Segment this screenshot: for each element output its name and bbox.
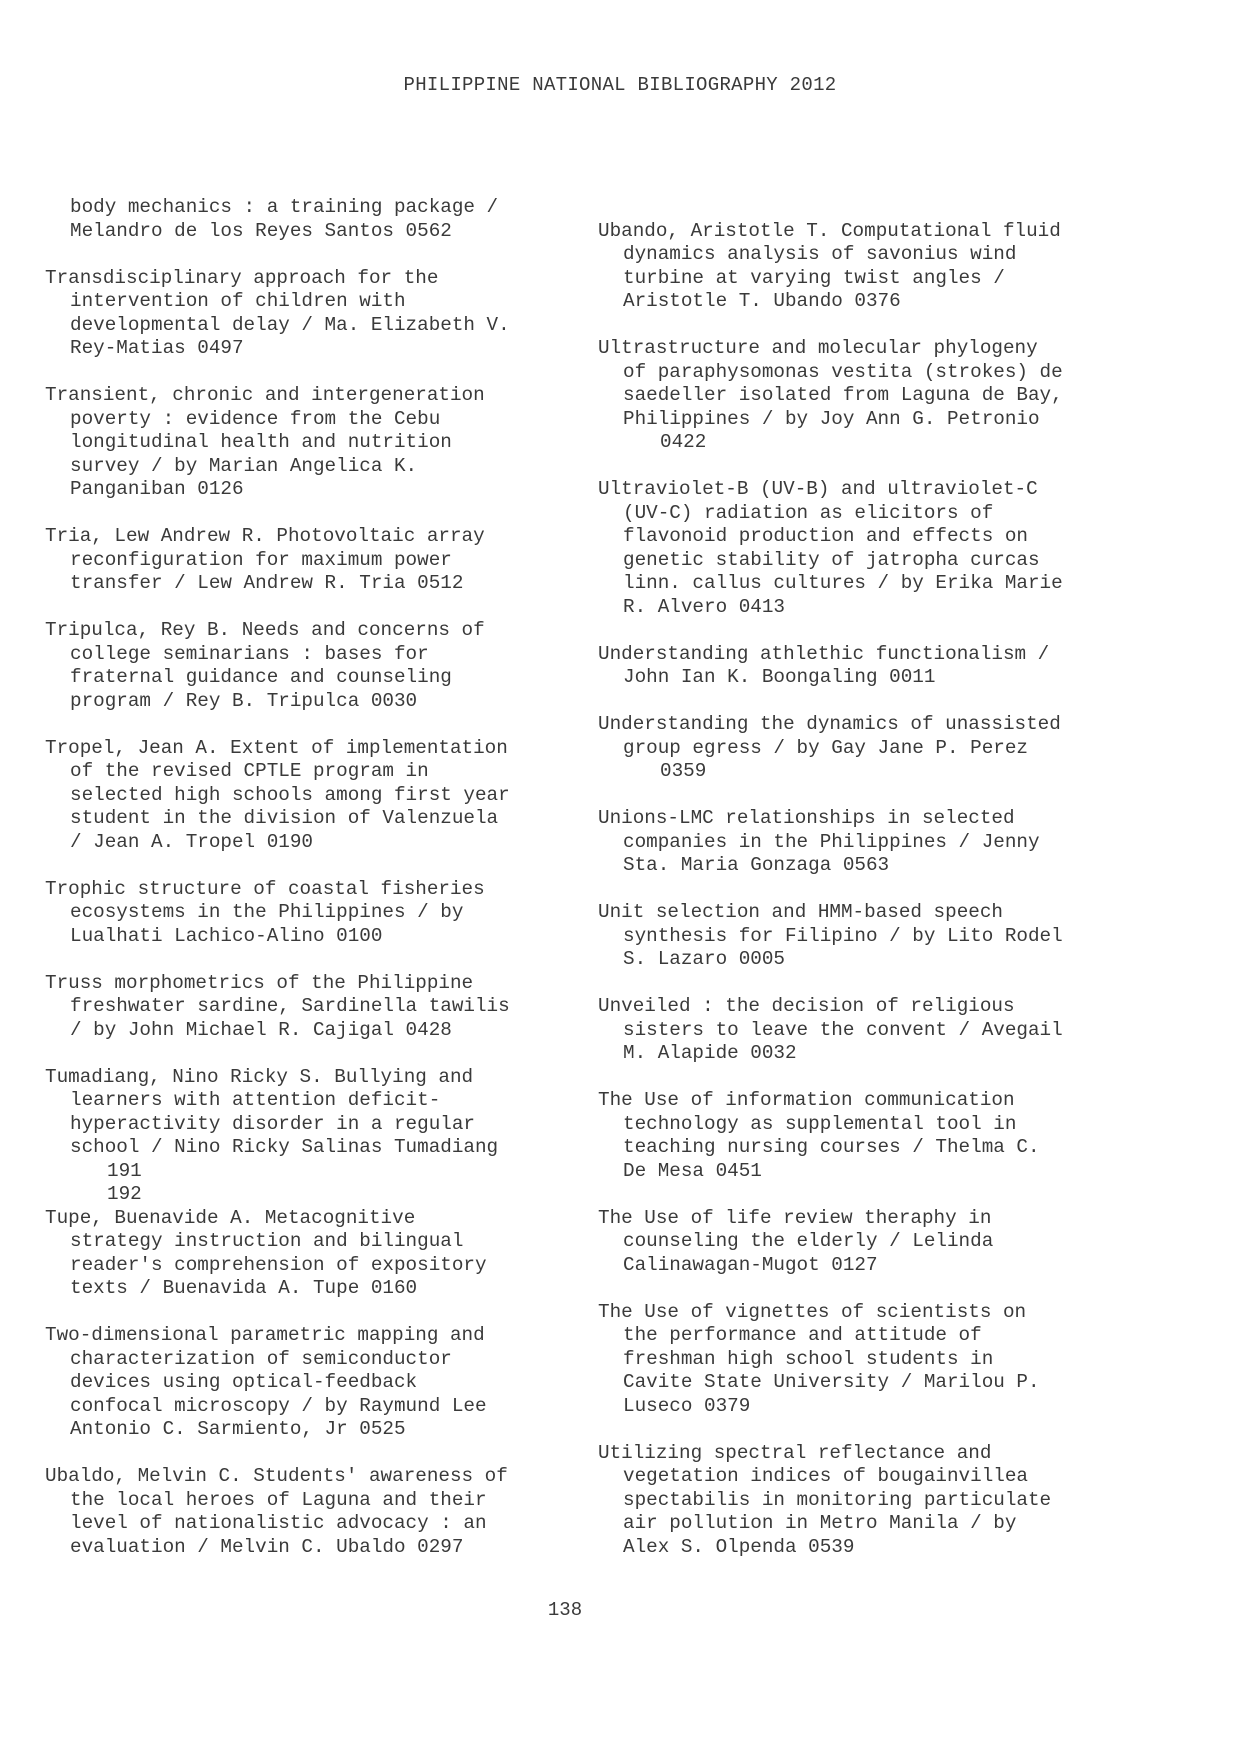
entry-line: texts / Buenavida A. Tupe 0160 [70, 1277, 418, 1299]
entry-heading-line: Ubando, Aristotle T. Computational fluid [598, 219, 1061, 242]
entry-heading-line: Ultraviolet-B (UV-B) and ultraviolet-C [598, 478, 1038, 500]
bibliography-entry [598, 1207, 1158, 1278]
bibliography-entry [45, 1207, 605, 1301]
entry-line: program / Rey B. Tripulca 0030 [70, 689, 418, 712]
entry-heading-line: The Use of life review theraphy in [598, 1206, 992, 1229]
entry-line: linn. callus cultures / by Erika Marie [623, 572, 1063, 594]
entry-line: school / Nino Ricky Salinas Tumadiang [70, 1136, 499, 1158]
entry-line: Panganiban 0126 [70, 478, 244, 500]
entry-line: learners with attention deficit- [70, 1089, 441, 1111]
bibliography-entry [45, 878, 605, 949]
entry-line: devices using optical-feedback [70, 1371, 418, 1393]
entry-line: Aristotle T. Ubando 0376 [623, 290, 901, 312]
entry-heading-line: Trophic structure of coastal fisheries [45, 877, 485, 900]
entry-line: body mechanics : a training package / [70, 196, 499, 218]
entry-number: 192 [107, 1183, 142, 1205]
entry-number: 0422 [660, 431, 707, 453]
entry-line: fraternal guidance and counseling [70, 666, 452, 688]
entry-line: synthesis for Filipino / by Lito Rodel [623, 924, 1063, 947]
entry-line: counseling the elderly / Lelinda [623, 1230, 994, 1252]
entry-line: student in the division of Valenzuela [70, 807, 499, 829]
entry-heading-line: Tria, Lew Andrew R. Photovoltaic array [45, 525, 485, 547]
bibliography-entry [598, 478, 1158, 619]
entry-heading-line: Understanding athlethic functionalism / [598, 642, 1050, 665]
entry-line: technology as supplemental tool in [623, 1112, 1017, 1135]
bibliography-entry [45, 384, 605, 502]
bibliography-entry [598, 995, 1158, 1066]
entry-heading-line: Transient, chronic and intergeneration [45, 384, 485, 406]
entry-number: 191 [107, 1159, 142, 1182]
bibliography-entry [598, 643, 1158, 690]
entry-line: vegetation indices of bougainvillea [623, 1465, 1028, 1487]
entry-line: strategy instruction and bilingual [70, 1230, 464, 1252]
entry-line: sisters to leave the convent / Avegail [623, 1018, 1063, 1041]
entry-heading-line: Tupe, Buenavide A. Metacognitive [45, 1206, 416, 1229]
entry-line: / Jean A. Tropel 0190 [70, 830, 313, 853]
entry-line: of paraphysomonas vestita (strokes) de [623, 360, 1063, 383]
entry-line: teaching nursing courses / Thelma C. [623, 1136, 1040, 1158]
entry-heading-line: Ultrastructure and molecular phylogeny [598, 337, 1038, 359]
entry-line: Cavite State University / Marilou P. [623, 1371, 1040, 1393]
entry-line: developmental delay / Ma. Elizabeth V. [70, 313, 510, 336]
entry-line: reader's comprehension of expository [70, 1253, 487, 1276]
entry-heading-line: Unit selection and HMM-based speech [598, 901, 1003, 923]
entry-line: Luseco 0379 [623, 1394, 751, 1417]
entry-line: Calinawagan-Mugot 0127 [623, 1253, 878, 1276]
entry-line: Philippines / by Joy Ann G. Petronio [623, 407, 1040, 430]
entry-line: transfer / Lew Andrew R. Tria 0512 [70, 572, 464, 594]
entry-line: / by John Michael R. Cajigal 0428 [70, 1018, 452, 1041]
entry-line: the local heroes of Laguna and their [70, 1488, 487, 1511]
entry-line: poverty : evidence from the Cebu [70, 407, 441, 430]
entry-line: John Ian K. Boongaling 0011 [623, 666, 936, 688]
bibliography-entry [45, 1465, 605, 1559]
entry-heading-line: Ubaldo, Melvin C. Students' awareness of [45, 1465, 508, 1487]
entry-heading-line: Utilizing spectral reflectance and [598, 1441, 992, 1464]
entry-line: spectabilis in monitoring particulate [623, 1488, 1052, 1511]
entry-heading-line: Tropel, Jean A. Extent of implementation [45, 736, 508, 759]
entry-line: survey / by Marian Angelica K. [70, 454, 418, 477]
entry-line: Alex S. Olpenda 0539 [623, 1535, 855, 1558]
entry-line: companies in the Philippines / Jenny [623, 830, 1040, 853]
entry-line: M. Alapide 0032 [623, 1042, 797, 1064]
entry-line: ecosystems in the Philippines / by [70, 901, 464, 923]
entry-line: genetic stability of jatropha curcas [623, 548, 1040, 571]
entry-line: characterization of semiconductor [70, 1347, 452, 1370]
left-column [45, 196, 605, 1583]
entry-line: freshwater sardine, Sardinella tawilis [70, 995, 510, 1017]
entry-line: freshman high school students in [623, 1347, 994, 1370]
bibliography-entry [598, 807, 1158, 878]
entry-line: evaluation / Melvin C. Ubaldo 0297 [70, 1535, 464, 1558]
entry-line: R. Alvero 0413 [623, 595, 785, 618]
bibliography-entry [598, 713, 1158, 784]
entry-heading-line: Tumadiang, Nino Ricky S. Bullying and [45, 1065, 474, 1088]
page-number: 138 [547, 1599, 583, 1621]
bibliography-entry [598, 1442, 1158, 1560]
entry-line: turbine at varying twist angles / [623, 266, 1005, 289]
entry-heading-line: Transdisciplinary approach for the [45, 266, 439, 289]
bibliography-entry [45, 196, 605, 243]
entry-line: Antonio C. Sarmiento, Jr 0525 [70, 1418, 406, 1440]
entry-line: of the revised CPTLE program in [70, 760, 429, 782]
entry-heading-line: Tripulca, Rey B. Needs and concerns of [45, 619, 485, 641]
entry-line: level of nationalistic advocacy : an [70, 1512, 487, 1534]
entry-line: dynamics analysis of savonius wind [623, 243, 1017, 265]
entry-heading-line: Two-dimensional parametric mapping and [45, 1324, 485, 1346]
entry-line: (UV-C) radiation as elicitors of [623, 501, 994, 524]
entry-line: confocal microscopy / by Raymund Lee [70, 1394, 487, 1417]
bibliography-entry [598, 220, 1158, 314]
bibliography-entry [598, 1089, 1158, 1183]
entry-line: De Mesa 0451 [623, 1159, 762, 1182]
entry-line: longitudinal health and nutrition [70, 431, 452, 453]
bibliography-entry [598, 1301, 1158, 1419]
entry-heading-line: Truss morphometrics of the Philippine [45, 971, 474, 994]
entry-heading-line: Understanding the dynamics of unassisted [598, 713, 1061, 735]
entry-line: reconfiguration for maximum power [70, 548, 452, 571]
entry-line: college seminarians : bases for [70, 642, 429, 665]
bibliography-entry [598, 337, 1158, 455]
entry-line: flavonoid production and effects on [623, 525, 1028, 547]
entry-line: selected high schools among first year [70, 783, 510, 806]
bibliography-entry [45, 972, 605, 1043]
bibliography-entry [45, 619, 605, 713]
entry-line: Rey-Matias 0497 [70, 337, 244, 359]
entry-line: Lualhati Lachico-Alino 0100 [70, 924, 383, 947]
bibliography-entry [45, 1324, 605, 1442]
entry-line: the performance and attitude of [623, 1324, 982, 1346]
entry-line: hyperactivity disorder in a regular [70, 1112, 475, 1135]
entry-line: saedeller isolated from Laguna de Bay, [623, 384, 1063, 406]
bibliography-entry [45, 737, 605, 855]
entry-line: intervention of children with [70, 290, 406, 312]
page-header: PHILIPPINE NATIONAL BIBLIOGRAPHY 2012 [403, 74, 837, 96]
bibliography-entry [598, 901, 1158, 972]
bibliography-entry [45, 1066, 605, 1207]
entry-line: group egress / by Gay Jane P. Perez [623, 736, 1028, 759]
bibliography-entry [45, 525, 605, 596]
entry-line: Melandro de los Reyes Santos 0562 [70, 219, 452, 242]
entry-heading-line: Unveiled : the decision of religious [598, 995, 1015, 1017]
entry-heading-line: Unions-LMC relationships in selected [598, 807, 1015, 829]
entry-line: Sta. Maria Gonzaga 0563 [623, 854, 890, 876]
bibliography-entry [45, 267, 605, 361]
entry-line: S. Lazaro 0005 [623, 948, 785, 970]
entry-line: air pollution in Metro Manila / by [623, 1512, 1017, 1534]
entry-number: 0359 [660, 760, 707, 782]
entry-heading-line: The Use of vignettes of scientists on [598, 1300, 1027, 1323]
entry-heading-line: The Use of information communication [598, 1089, 1015, 1111]
right-column [598, 220, 1158, 1583]
